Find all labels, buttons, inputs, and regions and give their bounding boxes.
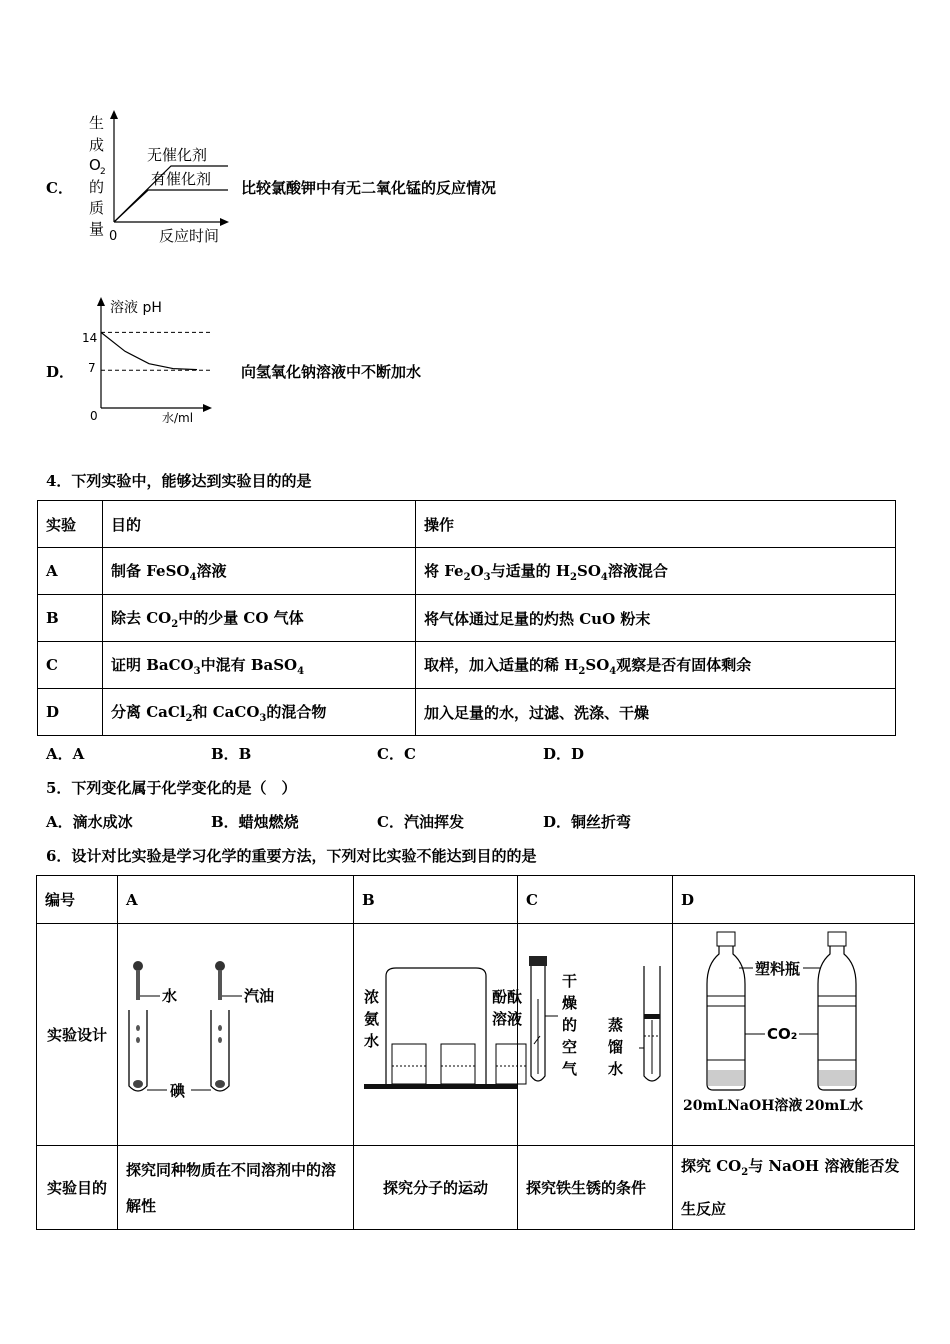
ylabel-char: 生 [89,114,105,132]
q5-option-a[interactable]: A．滴水成冰 [46,813,133,831]
q4-option-b[interactable]: B．B [211,745,252,763]
oil-layer [644,1014,660,1019]
dropper-bulb [215,961,225,971]
q5-option-d[interactable]: D．铜丝折弯 [543,813,632,831]
figure-b [354,924,523,1145]
y-axis-arrow [110,110,118,119]
ylabel-char: O [89,156,101,174]
figure-c [518,924,672,1145]
option-d-label: D． [46,363,75,381]
ylabel-char: 量 [89,220,105,238]
figure-d-cell [673,924,915,1146]
solution-level [708,1070,744,1086]
distilled-water-label: 蒸 [608,1016,624,1034]
x-axis-label: 水/ml [162,411,194,425]
ylabel-sub: 2 [100,167,106,177]
co2-label: CO₂ [767,1025,798,1043]
x-axis-arrow [203,404,212,412]
question-6-stem: 6．设计对比实验是学习化学的重要方法，下列对比实验不能达到目的的是 [46,847,537,865]
ylabel-char: 的 [89,178,105,196]
figure-a [118,924,353,1145]
iodine-label: 碘 [170,1082,186,1100]
dry-air-label: 燥 [562,994,578,1012]
header-cell: B [354,876,518,924]
water-level [819,1070,855,1086]
goal-cell: 制备 FeSO$_4$溶液 [103,548,416,595]
row-label: 实验目的 [37,1146,118,1230]
header-cell: A [118,876,354,924]
row-id: C [38,642,103,689]
iodine-solid [133,1080,143,1088]
base-plate [364,1084,517,1089]
operation-cell: 取样，加入适量的稀 $H_2SO_4$观察是否有固体剩余 [416,642,896,689]
q5-option-b[interactable]: B．蜡烛燃烧 [211,813,299,831]
beaker-phenolphthalein [441,1044,475,1084]
option-d-description: 向氢氧化钠溶液中不断加水 [241,363,422,381]
ylabel-char: 成 [89,136,105,154]
bell-jar [386,968,486,1084]
q4-option-d[interactable]: D．D [543,745,585,763]
y-axis-arrow [97,297,105,306]
table-row [38,548,896,595]
phenolphthalein-label: 溶液 [492,1010,523,1028]
nail-detail [534,1036,540,1044]
x-axis-label: 反应时间 [159,227,220,245]
option-c-description: 比较氯酸钾中有无二氧化锰的反应情况 [241,179,497,197]
ph-curve [101,332,197,369]
question-6-table [36,875,915,1230]
row-id: D [38,689,103,736]
goal-row [37,1146,915,1230]
header-cell: 操作 [416,501,896,548]
bottle-cap [828,932,846,946]
bottle-cap [717,932,735,946]
water-label: 水 [162,987,178,1005]
figure-c-cell [518,924,673,1146]
operation-cell: 将 $Fe_2O_3$与适量的 $H_2SO_4$溶液混合 [416,548,896,595]
beaker-ammonia [392,1044,426,1084]
row-id: A [38,548,103,595]
header-cell: C [518,876,673,924]
question-4-table [37,500,896,736]
goal-cell: 分离 CaCl$_2$和 CaCO$_3$的混合物 [103,689,416,736]
header-cell: 编号 [37,876,118,924]
dropper-tube [136,970,140,1000]
table-row [38,595,896,642]
header-cell: 实验 [38,501,103,548]
operation-cell: 将气体通过足量的灼热 CuO 粉末 [416,595,896,642]
stopper [529,956,547,966]
o2-mass-chart [85,108,235,248]
plastic-bottle-label: 塑料瓶 [755,960,801,978]
goal-c: 探究铁生锈的条件 [518,1146,673,1230]
header-cell: 目的 [103,501,416,548]
table-row [38,689,896,736]
phenolphthalein-label: 酚酞 [492,988,523,1006]
goal-cell: 证明 BaCO$_3$中混有 BaSO$_4$ [103,642,416,689]
figure-a-cell [118,924,354,1146]
figure-d [673,924,914,1145]
ammonia-label: 氨 [364,1010,380,1028]
dry-air-label: 空 [562,1038,578,1056]
origin-label: 0 [90,409,98,423]
goal-b: 探究分子的运动 [354,1146,518,1230]
goal-a: 探究同种物质在不同溶剂中的溶解性 [118,1146,354,1230]
row-label: 实验设计 [37,924,118,1146]
tick-14: 14 [82,331,98,345]
design-row [37,924,915,1146]
test-tube [129,1010,147,1091]
figure-b-cell [354,924,523,1146]
iodine-solid [215,1080,225,1088]
table-header-row [38,501,896,548]
drop [218,1025,222,1031]
table-header-row [37,876,915,924]
ph-chart [82,294,222,428]
question-4-stem: 4．下列实验中，能够达到实验目的的是 [46,472,312,490]
q5-option-c[interactable]: C．汽油挥发 [377,813,464,831]
origin-label: 0 [109,229,118,244]
goal-cell: 除去 $CO_2$中的少量 CO 气体 [103,595,416,642]
series-line-2 [114,190,228,222]
dropper-tube [218,970,222,1000]
row-id: B [38,595,103,642]
drop [136,1025,140,1031]
dry-air-label: 干 [562,972,578,990]
ammonia-label: 浓 [364,988,380,1006]
plastic-bottle [818,946,856,1090]
ammonia-label: 水 [364,1032,380,1050]
operation-cell: 加入足量的水，过滤、洗涤、干燥 [416,689,896,736]
q4-option-c[interactable]: C．C [377,745,416,763]
option-c-label: C． [46,179,73,197]
header-cell: D [673,876,915,924]
water-label: 20mL水 [805,1098,864,1114]
goal-d: 探究 $CO_2$与 NaOH 溶液能否发生反应 [673,1146,915,1230]
x-axis-arrow [220,218,229,226]
dry-air-label: 的 [562,1016,578,1034]
distilled-water-label: 水 [608,1060,624,1078]
dry-air-label: 气 [562,1060,578,1078]
distilled-water-label: 馏 [608,1038,624,1056]
gasoline-label: 汽油 [244,987,275,1005]
line-label-with-catalyst: 有催化剂 [151,170,212,188]
table-row [38,642,896,689]
ylabel-char: 质 [89,199,105,217]
drop [218,1037,222,1043]
naoh-label: 20mLNaOH溶液 [683,1098,803,1114]
q4-option-a[interactable]: A．A [46,745,85,763]
drop [136,1037,140,1043]
question-5-stem: 5．下列变化属于化学变化的是（ ） [46,779,297,797]
line-label-no-catalyst: 无催化剂 [147,146,208,164]
tick-7: 7 [88,361,96,375]
y-axis-label: 溶液 pH [110,300,162,316]
dropper-bulb [133,961,143,971]
test-tube [211,1010,229,1091]
